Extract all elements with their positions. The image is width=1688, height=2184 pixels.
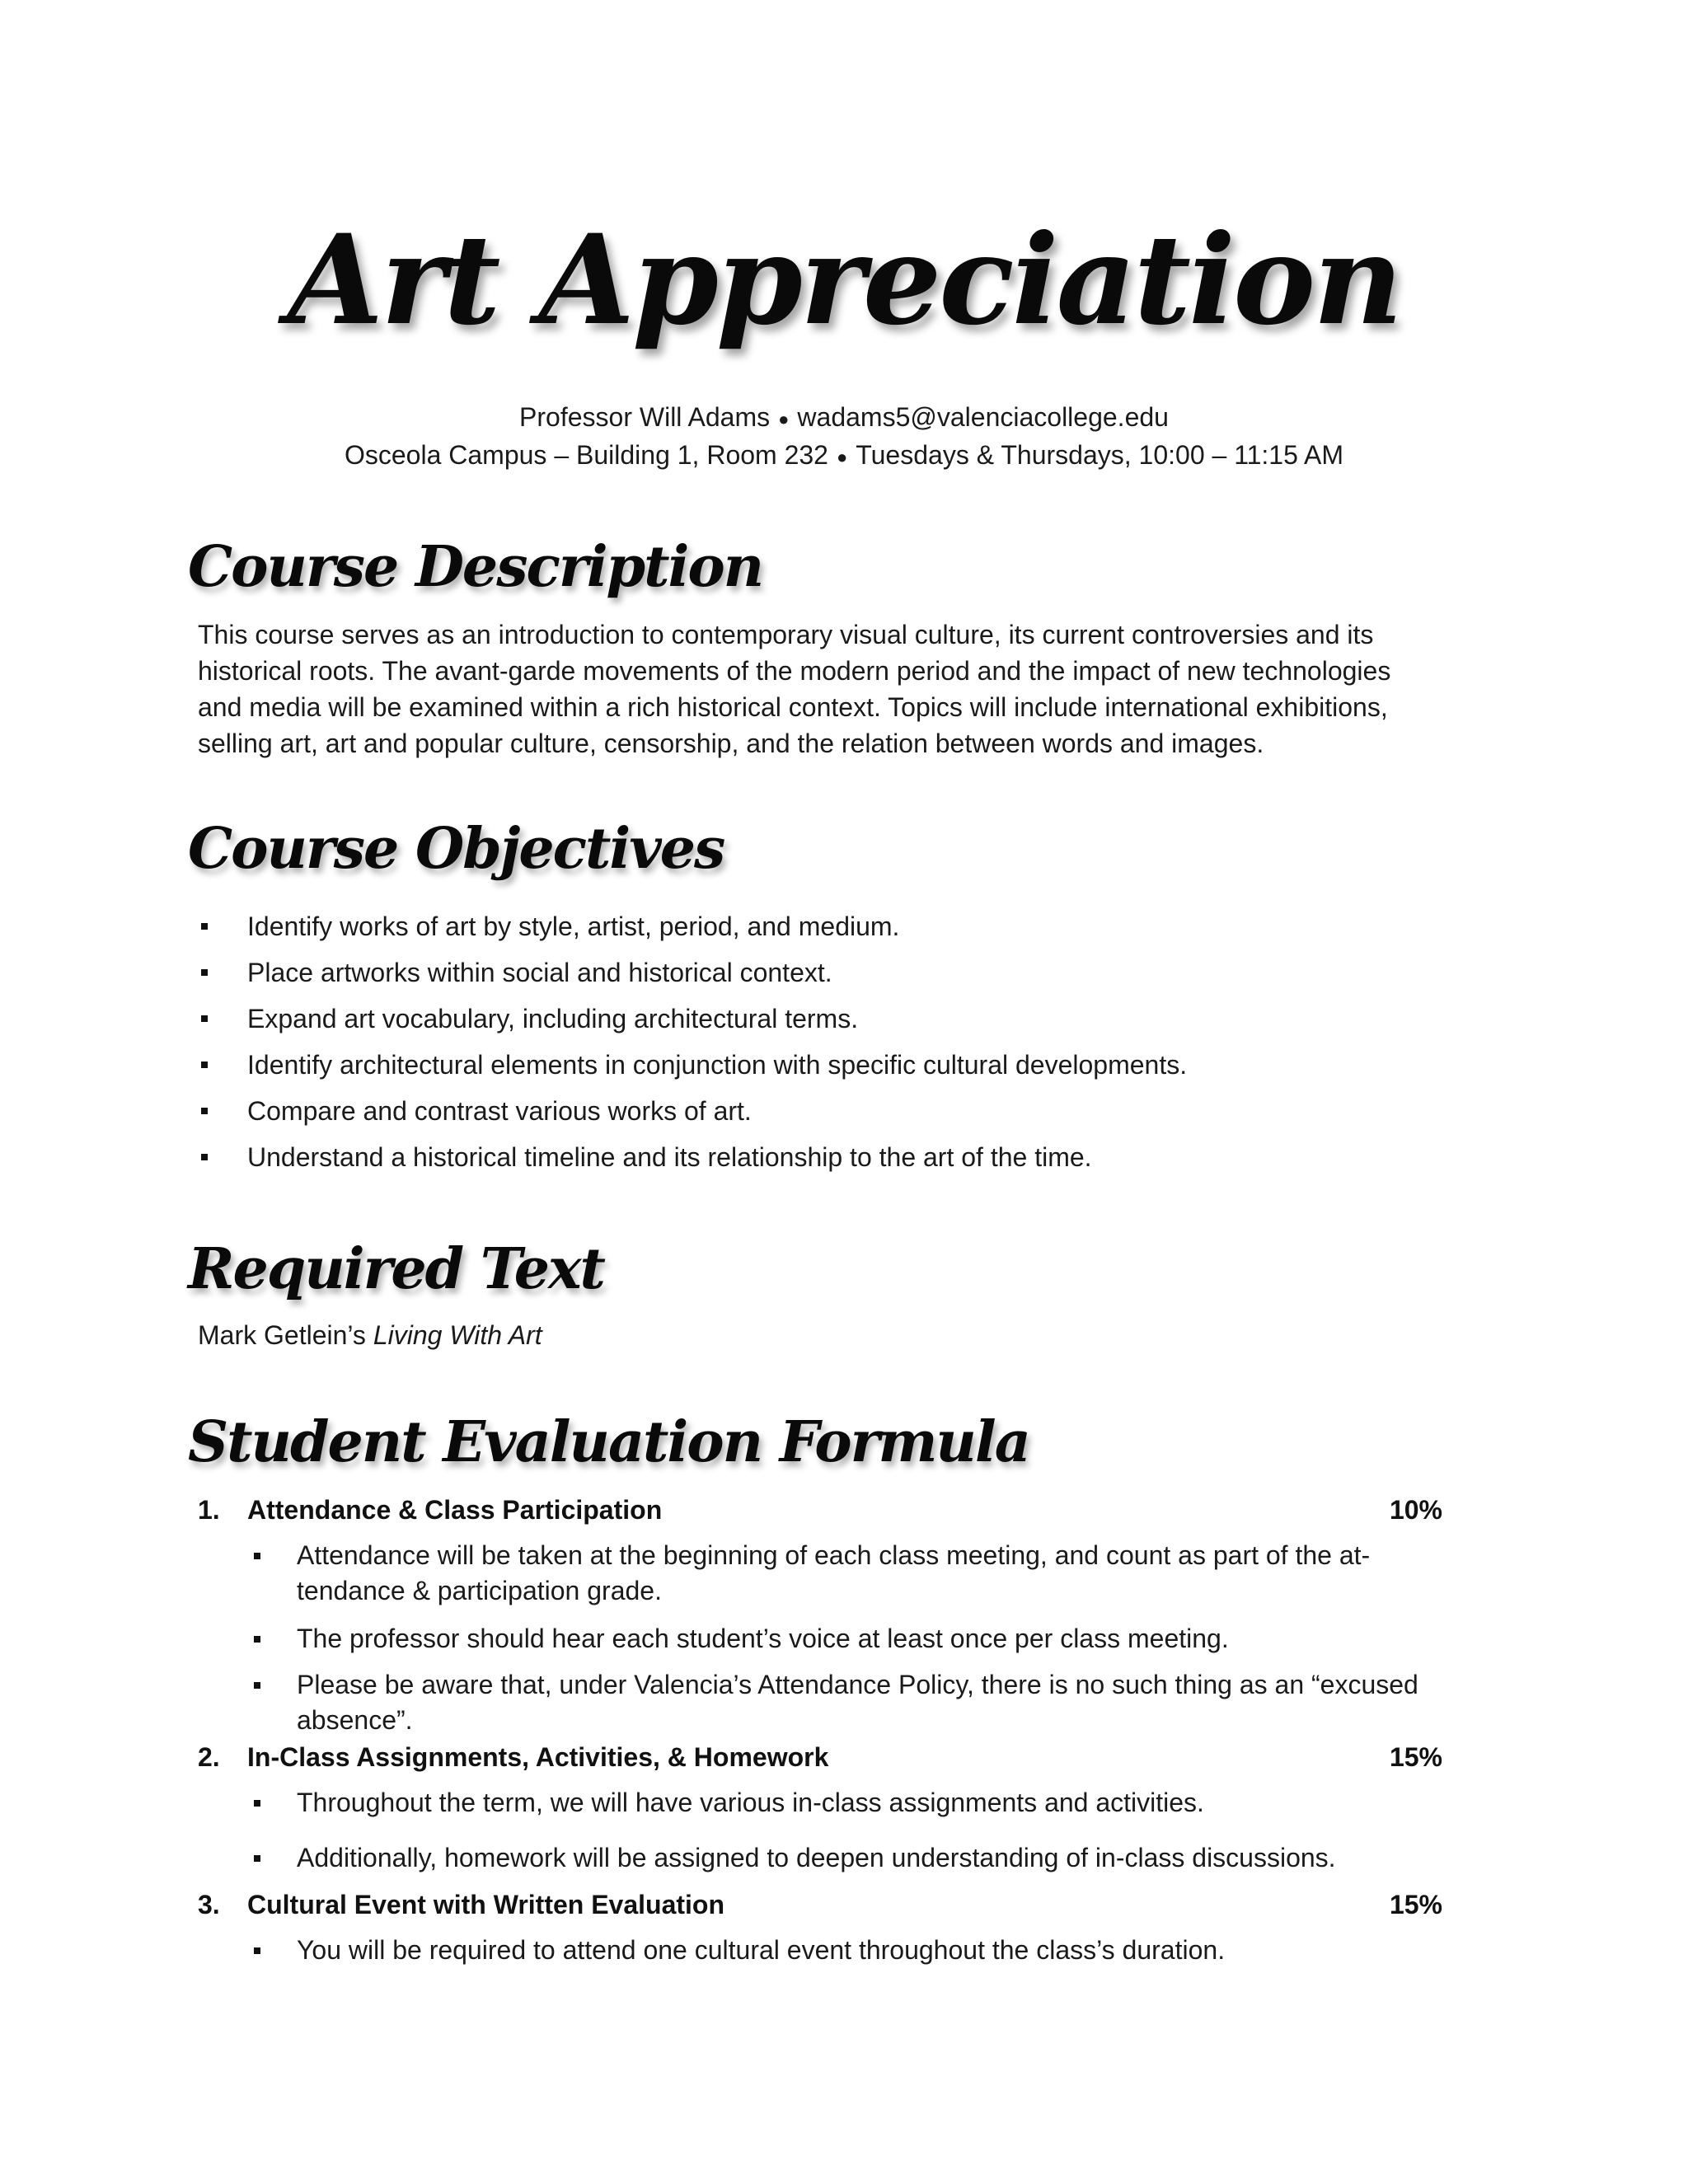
description-line: historical roots. The avant-garde movements of the modern period and the impact of new technologies [198,656,1391,686]
evaluation-heading: Student Evaluation Formula [188,1409,1029,1475]
item-number: 3. [198,1890,220,1919]
description-line: selling art, art and popular culture, censorship, and the relation between words and images. [198,729,1264,758]
course-description-text [198,616,1484,762]
professor-email[interactable]: wadams5@valenciacollege.edu [797,402,1169,432]
list-item: The professor should hear each student’s voice at least once per class meeting. [247,1621,1484,1657]
list-item: Attendance will be taken at the beginning of each class meeting, and count as part of the at- tendance & participation grade. [247,1538,1484,1609]
description-line: This course serves as an introduction to contemporary visual culture, its current controversies and its [198,620,1374,649]
item-percent: 15% [1389,1890,1442,1919]
item-number: 2. [198,1742,220,1772]
square-bullet-icon [254,1636,260,1643]
list-item: Additionally, homework will be assigned to deepen understanding of in-class discussions. [247,1840,1484,1876]
square-bullet-icon [201,1108,208,1114]
required-text-heading: Required Text [188,1236,604,1302]
square-bullet-icon [254,1855,260,1862]
page-title: Art Appreciation [287,208,1401,353]
course-objectives-heading: Course Objectives [188,816,724,882]
evaluation-item-heading [198,1739,1442,1775]
description-line: and media will be examined within a rich historical context. Topics will include international exhibitions, [198,692,1388,722]
list-item: Identify architectural elements in conjunction with specific cultural developments. [198,1047,1187,1093]
square-bullet-icon [201,969,208,976]
list-item: Compare and contrast various works of art. [198,1093,1187,1139]
square-bullet-icon [254,1553,260,1559]
item-title: Cultural Event with Written Evaluation [247,1890,725,1919]
item-percent: 10% [1389,1495,1442,1525]
square-bullet-icon [201,1062,208,1068]
objectives-list [198,908,1187,1185]
book-author: Mark Getlein’s [198,1320,373,1350]
bullet-separator: ● [836,446,848,467]
list-item: Place artworks within social and historical context. [198,954,1187,1001]
course-description-heading: Course Description [188,534,763,600]
professor-name: Professor Will Adams [519,402,771,432]
item-title: In-Class Assignments, Activities, & Homework [247,1742,829,1772]
list-item: Please be aware that, under Valencia’s Attendance Policy, there is no such thing as an “excused absence”. [247,1667,1484,1738]
list-item: Expand art vocabulary, including architectural terms. [198,1001,1187,1047]
required-text-citation [198,1317,1484,1353]
item-number: 1. [198,1495,220,1525]
schedule-line [0,437,1688,476]
list-item: Understand a historical timeline and its relationship to the art of the time. [198,1139,1187,1185]
list-item: You will be required to attend one cultural event throughout the class’s duration. [247,1933,1484,1968]
list-item: Identify works of art by style, artist, period, and medium. [198,908,1187,954]
square-bullet-icon [201,923,208,930]
evaluation-item-heading [198,1492,1442,1528]
evaluation-item-heading [198,1886,1442,1923]
square-bullet-icon [254,1947,260,1954]
professor-line [0,399,1688,438]
list-item: Throughout the term, we will have various in-class assignments and activities. [247,1785,1484,1821]
class-location: Osceola Campus – Building 1, Room 232 [344,440,828,470]
item-title: Attendance & Class Participation [247,1495,663,1525]
square-bullet-icon [201,1015,208,1022]
item-percent: 15% [1389,1742,1442,1772]
bullet-separator: ● [778,408,790,429]
square-bullet-icon [254,1682,260,1689]
square-bullet-icon [201,1154,208,1160]
class-schedule: Tuesdays & Thursdays, 10:00 – 11:15 AM [856,440,1344,470]
book-title: Living With Art [373,1320,542,1350]
square-bullet-icon [254,1800,260,1807]
